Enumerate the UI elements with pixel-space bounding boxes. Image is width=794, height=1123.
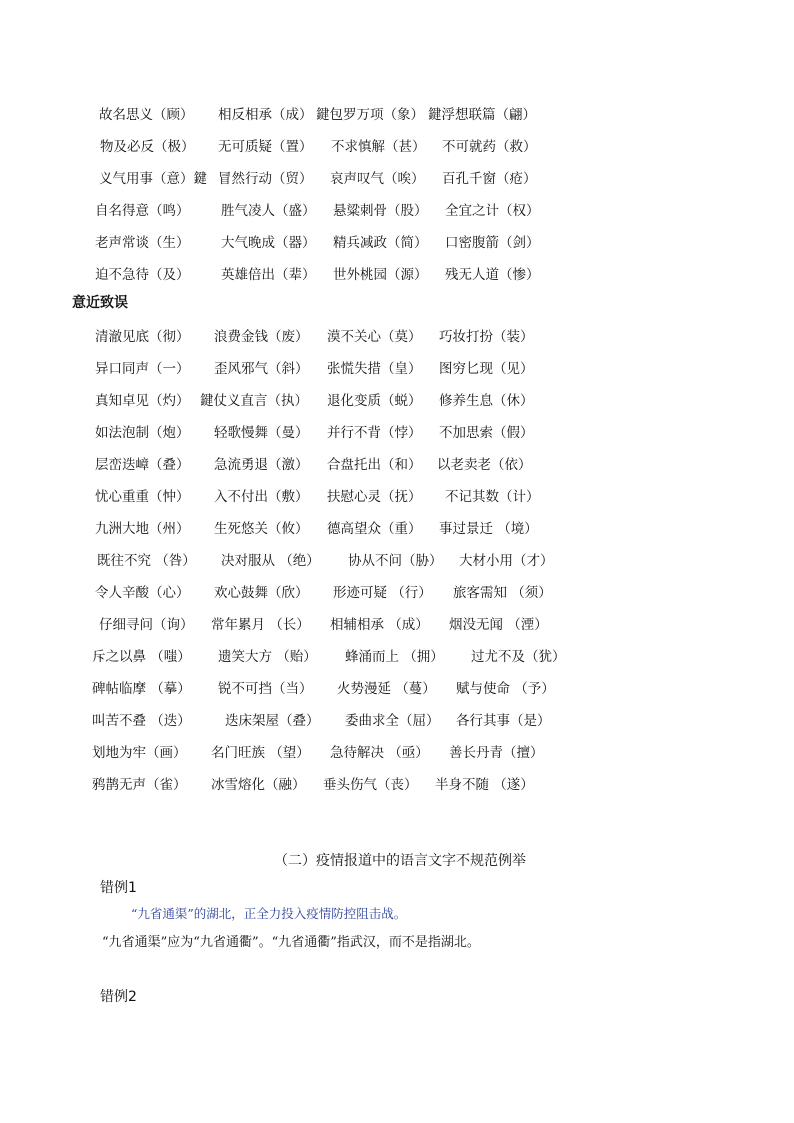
idiom-entry: 义气用事（意）鍵: [99, 171, 207, 187]
idiom-entry: 协从不问（胁）: [348, 553, 443, 569]
idiom-entry: 迫不急待（及）: [95, 267, 190, 283]
idiom-entry: 冒然行动（贸）: [218, 171, 313, 187]
idiom-entry: 德高望众（重）: [327, 521, 422, 537]
idiom-entry: 半身不随 （遂）: [435, 777, 534, 793]
idiom-entry: 委曲求全（屈）: [345, 713, 440, 729]
idiom-entry: 清澈见底（彻）: [95, 329, 190, 345]
idiom-entry: 不加思索（假）: [439, 425, 534, 441]
idiom-entry: 老声常谈（生）: [95, 235, 190, 251]
idiom-entry: 精兵减政（简）: [333, 235, 428, 251]
idiom-entry: 巧妆打扮（装）: [439, 329, 534, 345]
idiom-entry: 叫苦不叠 （迭）: [92, 713, 191, 729]
idiom-entry: 合盘托出（和）: [327, 457, 422, 473]
idiom-entry: 火势漫延 （蔓）: [337, 681, 436, 697]
idiom-entry: 真知卓见（灼）: [95, 393, 190, 409]
idiom-entry: 百孔千窗（疮）: [442, 171, 537, 187]
idiom-entry: 仔细寻问（询）: [99, 617, 194, 633]
idiom-entry: 不可就药（救）: [442, 139, 537, 155]
idiom-entry: 形迹可疑 （行）: [333, 585, 432, 601]
idiom-entry: 常年累月 （长）: [211, 617, 310, 633]
idiom-entry: 大气晚成（器）: [221, 235, 316, 251]
idiom-entry: 哀声叹气（唉）: [330, 171, 425, 187]
idiom-entry: 决对服从 （绝）: [221, 553, 320, 569]
idiom-entry: 相辅相承 （成）: [330, 617, 429, 633]
idiom-entry: 鍵浮想联篇（翩）: [428, 107, 536, 123]
idiom-entry: 鍵包罗万项（象）: [316, 107, 424, 123]
idiom-entry: 胜气凌人（盛）: [221, 203, 316, 219]
idiom-entry: 轻歌慢舞（曼）: [214, 425, 309, 441]
idiom-entry: 事过景迁 （境）: [439, 521, 538, 537]
idiom-entry: 不求慎解（甚）: [331, 139, 426, 155]
idiom-entry: 欢心鼓舞（欣）: [214, 585, 309, 601]
idiom-entry: 物及必反（极）: [100, 139, 195, 155]
idiom-entry: 无可质疑（置）: [218, 139, 313, 155]
idiom-entry: 迭床架屋（叠）: [225, 713, 320, 729]
idiom-entry: 以老卖老（依）: [437, 457, 532, 473]
idiom-entry: 相反相承（成）: [218, 107, 313, 123]
idiom-entry: 如法泡制（炮）: [95, 425, 190, 441]
idiom-entry: 各行其事（是）: [456, 713, 551, 729]
idiom-entry: 故名思义（顾）: [99, 107, 194, 123]
idiom-entry: 赋与使命 （予）: [456, 681, 555, 697]
idiom-entry: 悬粱刺骨（股）: [333, 203, 428, 219]
section2-title: （二）疫情报道中的语言文字不规范例举: [274, 853, 526, 869]
idiom-entry: 忧心重重（忡）: [95, 489, 190, 505]
idiom-entry: 浪费金钱（废）: [214, 329, 309, 345]
idiom-entry: 鍵仗义直言（执）: [200, 393, 308, 409]
idiom-entry: 既往不究 （咎）: [97, 553, 196, 569]
idiom-entry: 锐不可挡（当）: [218, 681, 313, 697]
idiom-entry: 碑帖临摩 （摹）: [92, 681, 191, 697]
idiom-entry: 残无人道（惨）: [445, 267, 540, 283]
idiom-entry: 生死悠关（攸）: [214, 521, 309, 537]
example1-text: “九省通渠”的湖北，正全力投入疫情防控阻击战。: [131, 906, 407, 921]
idiom-entry: 全宜之计（权）: [445, 203, 540, 219]
idiom-entry: 烟没无闻 （湮）: [449, 617, 548, 633]
idiom-entry: 急待解决 （亟）: [330, 745, 429, 761]
section-heading: 意近致误: [72, 295, 128, 311]
idiom-entry: 遗笑大方 （贻）: [218, 649, 317, 665]
idiom-entry: 善长丹青（擅）: [449, 745, 544, 761]
idiom-entry: 漠不关心（莫）: [327, 329, 422, 345]
idiom-entry: 扶慰心灵（抚）: [327, 489, 422, 505]
idiom-entry: 冰雪熔化（融）: [211, 777, 306, 793]
idiom-entry: 旅客需知 （须）: [453, 585, 552, 601]
idiom-entry: 不记其数（计）: [445, 489, 540, 505]
idiom-entry: 口密腹箭（剑）: [445, 235, 540, 251]
idiom-entry: 鸦鹊无声（雀）: [92, 777, 187, 793]
idiom-entry: 名门旺族 （望）: [211, 745, 310, 761]
idiom-entry: 并行不背（悖）: [327, 425, 422, 441]
idiom-entry: 九洲大地（州）: [95, 521, 190, 537]
example2-label: 错例2: [100, 989, 137, 1005]
idiom-entry: 修养生息（休）: [439, 393, 534, 409]
idiom-entry: 图穷匕现（见）: [439, 361, 534, 377]
idiom-entry: 英雄倍出（辈）: [221, 267, 316, 283]
example1-note: “九省通渠”应为“九省通衢”。“九省通衢”指武汉，而不是指湖北。: [102, 935, 480, 950]
idiom-entry: 过尤不及（犹）: [471, 649, 566, 665]
idiom-entry: 蜂涌而上 （拥）: [345, 649, 444, 665]
idiom-entry: 斥之以鼻 （嗤）: [92, 649, 191, 665]
idiom-entry: 歪风邪气（斜）: [214, 361, 309, 377]
idiom-entry: 异口同声（一）: [95, 361, 190, 377]
idiom-entry: 层峦迭嶂（叠）: [95, 457, 190, 473]
idiom-entry: 垂头伤气（丧）: [323, 777, 418, 793]
idiom-entry: 急流勇退（激）: [214, 457, 309, 473]
idiom-entry: 张慌失措（皇）: [327, 361, 422, 377]
idiom-entry: 划地为牢（画）: [92, 745, 187, 761]
idiom-entry: 自名得意（鸣）: [95, 203, 190, 219]
idiom-entry: 退化变质（蜕）: [327, 393, 422, 409]
idiom-entry: 大材小用（才）: [459, 553, 554, 569]
example1-label: 错例1: [100, 880, 137, 896]
idiom-entry: 入不付出（敷）: [214, 489, 309, 505]
idiom-entry: 世外桃园（源）: [333, 267, 428, 283]
idiom-entry: 令人辛酸（心）: [95, 585, 190, 601]
